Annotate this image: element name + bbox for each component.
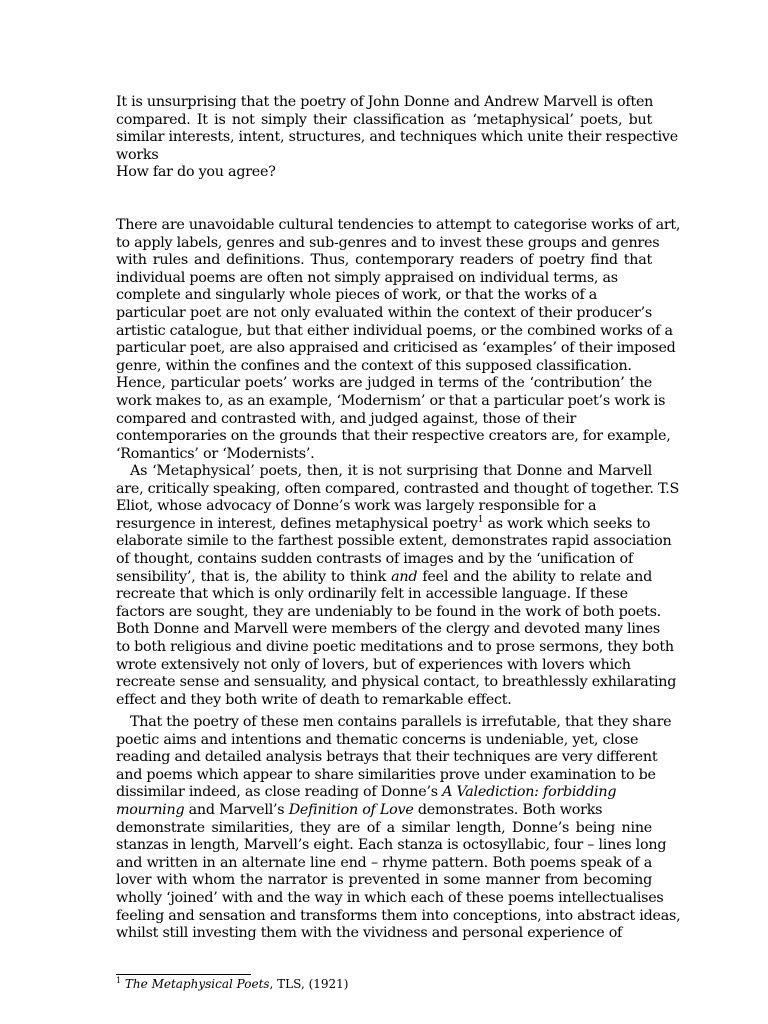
body-line: There are unavoidable cultural tendencies to attempt to categorise works of art, <box>116 217 681 233</box>
footnote-title: The Metaphysical Poets <box>124 977 270 991</box>
body-line: stanzas in length, Marvell’s eight. Each stanza is octosyllabic, four – lines long <box>116 837 667 854</box>
body-line: recreate sense and sensuality, and physical contact, to breathlessly exhilarating <box>116 674 677 691</box>
body-text: and Marvell’s <box>188 801 285 818</box>
question-line: compared. It is not simply their classification as ‘metaphysical’ poets, but <box>116 111 652 128</box>
body-line: recreate that which is only ordinarily felt in accessible language. If these <box>116 586 628 603</box>
body-line: poetic aims and intentions and thematic concerns is undeniable, yet, close <box>116 731 639 748</box>
essay-prompt: How far do you agree? <box>116 164 276 181</box>
footnote-reference: 1 <box>477 515 484 526</box>
body-line: with rules and definitions. Thus, contemporary readers of poetry find that <box>116 252 652 269</box>
body-line: whilst still investing them with the vividness and personal experience of <box>116 925 623 942</box>
body-line: to both religious and divine poetic meditations and to prose sermons, they both <box>116 638 674 655</box>
body-line: wholly ‘joined’ with and the way in which each of these poems intellectualises <box>116 889 664 906</box>
poem-title: mourning <box>116 801 185 818</box>
body-line: genre, within the confines and the context of this supposed classification. <box>116 357 632 374</box>
footnote <box>116 977 348 992</box>
paragraph-2 <box>116 463 680 709</box>
body-line: contemporaries on the grounds that their respective creators are, for example, <box>116 428 671 445</box>
body-line: effect and they both write of death to remarkable effect. <box>116 691 512 708</box>
footnote-source: , TLS, (1921) <box>269 977 349 991</box>
question-line: It is unsurprising that the poetry of John Donne and Andrew Marvell is often <box>116 94 654 110</box>
body-line <box>116 569 652 587</box>
body-line <box>116 516 652 534</box>
question-line: works <box>116 146 159 163</box>
body-line: of thought, contains sudden contrasts of images and by the ‘unification of <box>116 550 633 567</box>
body-line <box>116 784 652 802</box>
body-line: demonstrate similarities, they are of a similar length, Donne’s being nine <box>116 819 652 836</box>
body-line: Both Donne and Marvell were members of the clergy and devoted many lines <box>116 621 660 638</box>
poem-title: Definition of Love <box>288 801 414 818</box>
essay-question <box>116 94 678 182</box>
body-text: as work which seeks to <box>487 515 651 532</box>
body-text: demonstrates. Both works <box>417 801 603 818</box>
body-text: resurgence in interest, defines metaphysical poetry <box>116 515 478 532</box>
body-line: work makes to, as an example, ‘Modernism’ or that a particular poet’s work is <box>116 392 666 409</box>
body-line: particular poet, are also appraised and criticised as ‘examples’ of their imposed <box>116 340 676 357</box>
body-line: particular poet are not only evaluated within the context of their producer’s <box>116 304 652 321</box>
body-line <box>116 802 652 820</box>
body-line: compared and contrasted with, and judged against, those of their <box>116 410 577 427</box>
paragraph-1 <box>116 217 681 463</box>
question-line: similar interests, intent, structures, and techniques which unite their respective <box>116 129 678 146</box>
body-line: individual poems are often not simply appraised on individual terms, as <box>116 269 618 286</box>
body-text: sensibility’, that is, the ability to think <box>116 568 387 585</box>
body-line: lover with whom the narrator is prevented in some manner from becoming <box>116 872 652 889</box>
emphasis-and: and <box>391 568 418 585</box>
body-line: As ‘Metaphysical’ poets, then, it is not surprising that Donne and Marvell <box>130 463 652 479</box>
footnote-number: 1 <box>116 976 122 985</box>
body-text: dissimilar indeed, as close reading of Donne’s <box>116 784 438 801</box>
body-line: reading and detailed analysis betrays that their techniques are very different <box>116 749 658 766</box>
body-text: feel and the ability to relate and <box>422 568 653 585</box>
body-line: ‘Romantics’ or ‘Modernists’. <box>116 445 315 462</box>
body-line: Hence, particular poets’ works are judged in terms of the ‘contribution’ the <box>116 375 652 392</box>
paragraph-3 <box>116 714 681 943</box>
body-line: are, critically speaking, often compared, contrasted and thought of together. T.S <box>116 480 680 497</box>
body-line: elaborate simile to the farthest possible extent, demonstrates rapid association <box>116 533 672 550</box>
body-line: feeling and sensation and transforms them into conceptions, into abstract ideas, <box>116 907 681 924</box>
body-line: and poems which appear to share similarities prove under examination to be <box>116 766 656 783</box>
body-line: wrote extensively not only of lovers, but of experiences with lovers which <box>116 656 631 673</box>
body-line: complete and singularly whole pieces of work, or that the works of a <box>116 287 598 304</box>
body-line: Eliot, whose advocacy of Donne’s work was largely responsible for a <box>116 498 597 515</box>
body-line: That the poetry of these men contains parallels is irrefutable, that they share <box>130 714 672 730</box>
footnote-divider <box>116 974 251 975</box>
poem-title: A Valediction: forbidding <box>442 784 617 801</box>
body-line: and written in an alternate line end – rhyme pattern. Both poems speak of a <box>116 854 652 871</box>
body-line: factors are sought, they are undeniably to be found in the work of both poets. <box>116 603 661 620</box>
body-line: to apply labels, genres and sub-genres and to invest these groups and genres <box>116 234 660 251</box>
body-line: artistic catalogue, but that either individual poems, or the combined works of a <box>116 322 673 339</box>
